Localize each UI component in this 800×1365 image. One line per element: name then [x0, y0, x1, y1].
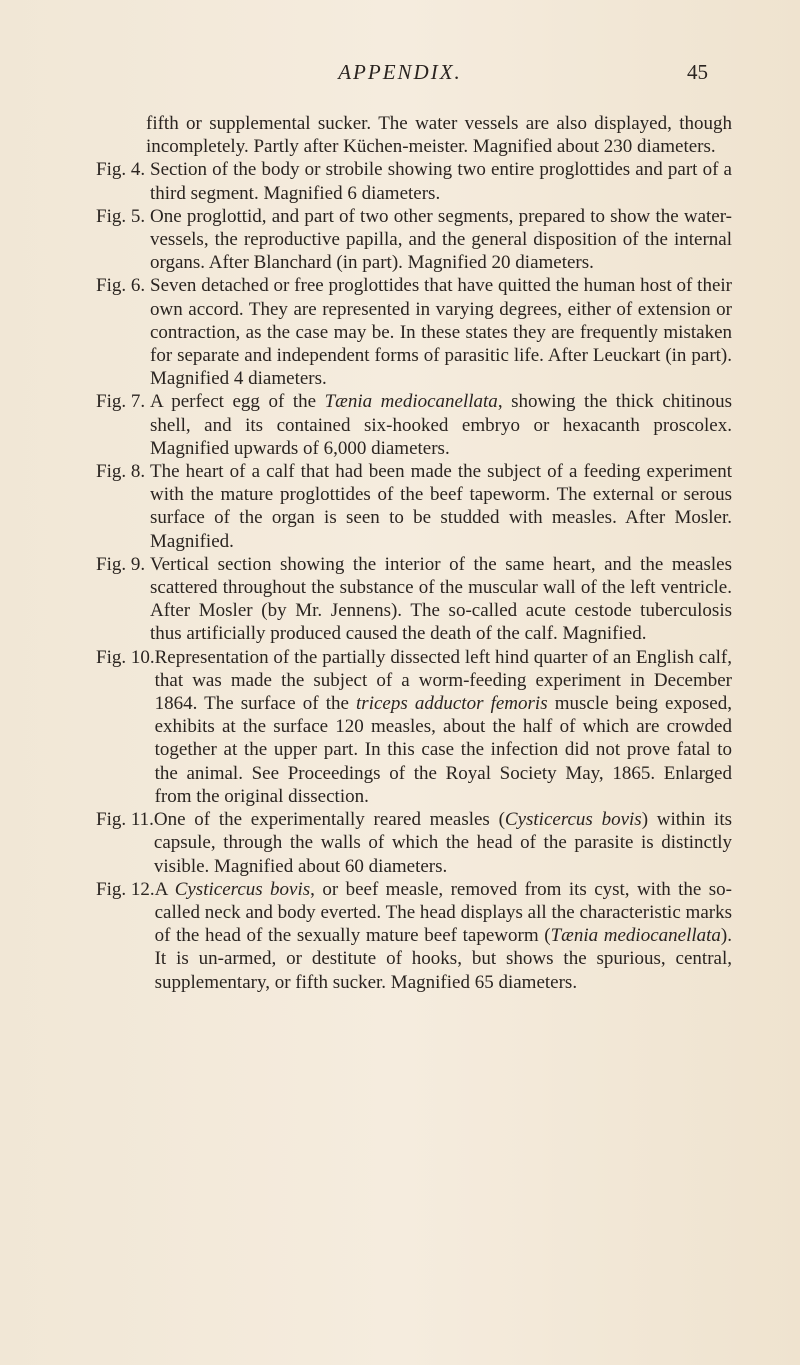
figure-label: Fig. 9. [96, 553, 146, 575]
species-name: Cysticercus bovis [174, 878, 311, 900]
figure-text: Seven detached or free proglottides that have quitted the human host of their own accord. They are represented in varying degrees, either of extension or contraction, as the case may be. In these states they are frequently mistaken for separate and independent forms of parasitic life. After Leuckart (in part). Magnified 4 diameters. [150, 275, 732, 390]
text-run: , showing the thick chitinous shell, and its contained six-hooked embryo or hexacanth proscolex. Magnified upwards of 6,000 diameters. [150, 391, 732, 459]
text-run: ). It is un-armed, or destitute of hooks, but shows the spurious, central, supplementary, or fifth sucker. Magnified 65 diameters. [154, 925, 732, 993]
figure-entry-6 [96, 274, 732, 390]
figure-label: Fig. 8. [96, 461, 146, 483]
figure-label: Fig. 12. [96, 878, 155, 900]
figure-entry-12 [96, 878, 732, 994]
muscle-name: triceps adductor femoris [356, 693, 548, 715]
figure-entry-8 [96, 460, 732, 553]
figure-entry-7 [96, 390, 732, 460]
text-run: ) within its capsule, through the walls of which the head of the parasite is distinctly visible. Magnified about 60 diameters. [153, 809, 732, 877]
figure-text [155, 878, 732, 994]
text-run: A perfect egg of the [150, 391, 325, 413]
figure-entry-5 [96, 205, 732, 275]
species-name: Tænia mediocanellata [324, 391, 498, 413]
figure-label: Fig. 6. [96, 275, 146, 297]
figure-text [154, 808, 732, 878]
species-name: Cysticercus bovis [504, 809, 642, 831]
page-number: 45 [687, 60, 708, 84]
figure-entry-4 [96, 158, 732, 204]
figure-entry-9 [96, 553, 732, 646]
figure-descriptions [96, 112, 732, 994]
intro-paragraph: fifth or supplemental sucker. The water vessels are also displayed, though incompletely. Partly after Küchen-meister. Magnified about 230 diameters. [146, 113, 732, 158]
figure-text [155, 646, 732, 808]
figure-label: Fig. 4. [96, 159, 146, 181]
figure-label: Fig. 7. [96, 391, 146, 413]
text-run: Representation of the partially dissected left hind quarter of an English calf, that was made the subject of a worm-feeding experiment in December 1864. The surface of the [154, 646, 732, 715]
species-name: Tænia mediocanellata [550, 925, 721, 947]
figure-label: Fig. 5. [96, 205, 146, 227]
text-run: One of the experimentally reared measles ( [153, 809, 505, 831]
text-run: muscle being exposed, exhibits at the surface 120 measles, about the half of which are crowded together at the upper part. In this case the infection did not prove fatal to the animal. See Proceedings of the Royal Society May, 1865. Enlarged from the original dissection. [154, 693, 732, 807]
text-run: A [154, 878, 175, 900]
page-header [0, 60, 800, 90]
figure-entry-11 [96, 808, 732, 878]
figure-label: Fig. 10. [96, 646, 155, 668]
figure-entry-10 [96, 646, 732, 808]
figure-label: Fig. 11. [96, 809, 154, 831]
figure-text: Section of the body or strobile showing two entire proglottides and part of a third segment. Magnified 6 diameters. [150, 159, 732, 204]
figure-text: One proglottid, and part of two other segments, prepared to show the water-vessels, the reproductive papilla, and the general disposition of the internal organs. After Blanchard (in part). Magnified 20 diameters. [150, 205, 732, 274]
figure-text [150, 390, 732, 460]
running-head: APPENDIX. [338, 60, 462, 84]
figure-text: Vertical section showing the interior of the same heart, and the measles scattered throughout the substance of the muscular wall of the left ventricle. After Mosler (by Mr. Jennens). The so-called acute cestode tuberculosis thus artificially produced caused the death of the calf. Magnified. [150, 553, 732, 645]
text-run: , or beef measle, removed from its cyst, with the so-called neck and body everted. The head displays all the characteristic marks of the head of the sexually mature beef tapeworm ( [154, 878, 732, 947]
figure-text: The heart of a calf that had been made the subject of a feeding experiment with the mature proglottides of the beef tapeworm. The external or serous surface of the organ is seen to be studded with measles. After Mosler. Magnified. [150, 461, 732, 552]
